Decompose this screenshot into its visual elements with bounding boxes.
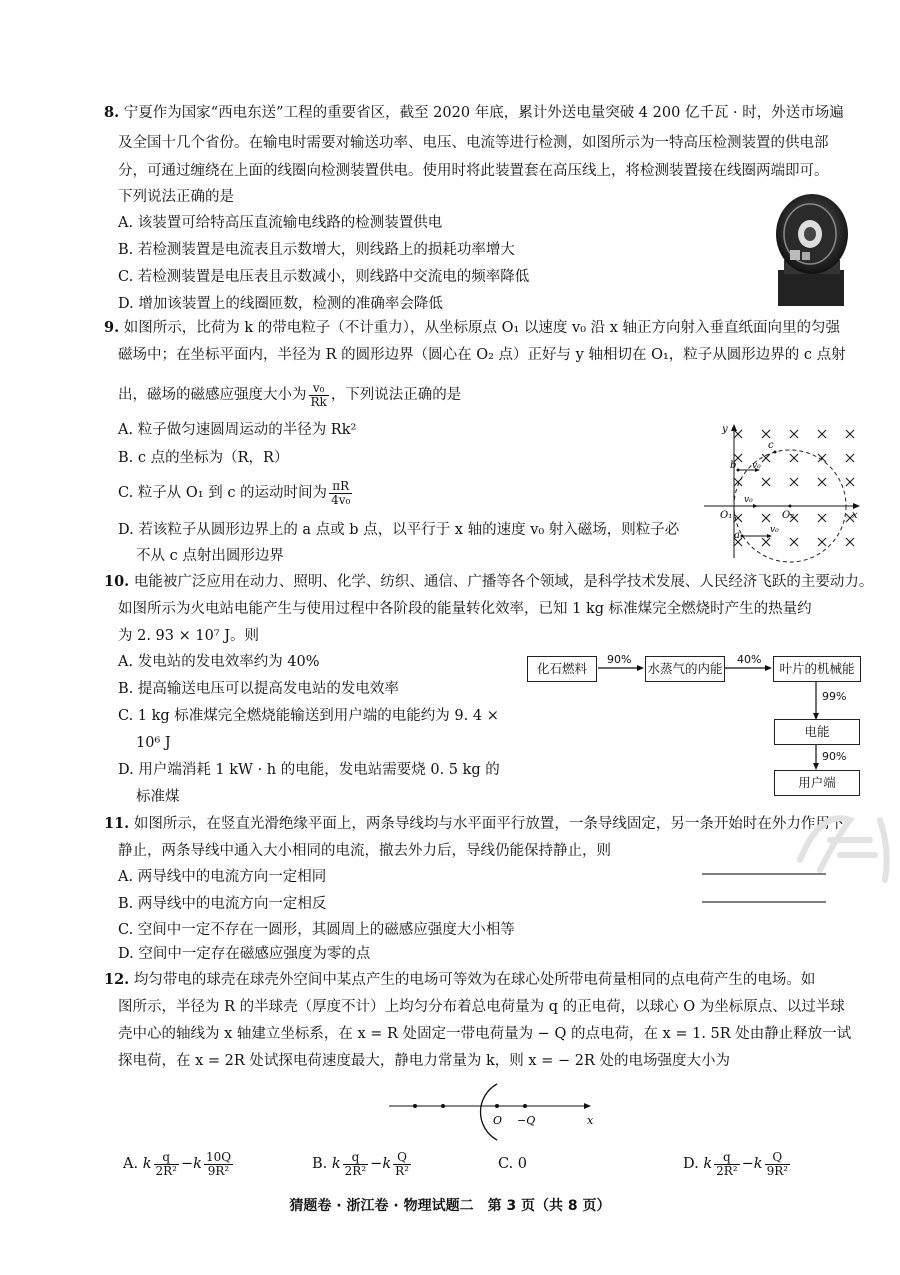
question-number: 10. — [104, 573, 130, 590]
option-d-cont: 标准煤 — [136, 789, 180, 805]
question-text: 及全国十几个省份。在输电时需要对输送功率、电压、电流等进行检测，如图所示为一特高压检测装置的供电部 — [118, 135, 829, 151]
origin-label: O — [493, 1114, 503, 1127]
flow-box-steam: 水蒸气的内能 — [645, 656, 725, 682]
point-a-label: a — [734, 530, 740, 541]
question-text: 如图所示，比荷为 k 的带电粒子（不计重力），从坐标原点 O₁ 以速度 v₀ 沿 x 轴正方向射入垂直纸面向里的匀强 — [123, 320, 841, 336]
option-c: C. 粒子从 O₁ 到 c 的运动时间为 $\frac{\pi R}{\text{4v₀}}$ — [118, 478, 351, 507]
question-text: 均匀带电的球壳在球壳外空间中某点产生的电场可等效为在球心处所带电荷量相同的点电荷产生的电场。如 — [133, 972, 816, 988]
option-b: B. 提高输送电压可以提高发电站的发电效率 — [118, 681, 399, 697]
efficiency-label: 40% — [737, 653, 762, 666]
point-c-label: c — [768, 440, 774, 451]
question-number: 9. — [104, 319, 120, 336]
option-c-cont: 10⁶ J — [136, 735, 171, 751]
option-a: A. 粒子做匀速圆周运动的半径为 Rk² — [118, 422, 357, 438]
option-d: D. 若该粒子从圆形边界上的 a 点或 b 点，以平行于 x 轴的速度 v₀ 射入磁场，则粒子必 — [118, 522, 680, 538]
watermark-logo — [780, 800, 898, 890]
hemisphere-figure — [385, 1082, 605, 1142]
o2-label: O₂ — [782, 510, 795, 521]
option-c: C. 空间中一定不存在一圆形，其圆周上的磁感应强度大小相等 — [118, 922, 515, 938]
option-b: B. 若检测装置是电流表且示数增大，则线路上的损耗功率增大 — [118, 242, 515, 258]
efficiency-label: 90% — [607, 653, 632, 666]
fraction: $\frac{\text{v₀}}{Rk}$ — [310, 380, 327, 409]
option-d: D. 空间中一定存在磁感应强度为零的点 — [118, 946, 371, 962]
option-d: D. 增加该装置上的线圈匝数，检测的准确率会降低 — [118, 296, 443, 312]
flow-box-electric: 电能 — [774, 719, 860, 745]
option-b: B. k $\frac{q}{\text{2R²}}$ −k $\frac{Q}{\text{R²}}$ — [312, 1149, 409, 1178]
question-text: 壳中心的轴线为 x 轴建立坐标系，在 x = R 处固定一带电荷量为 − Q 的点电荷，在 x = 1. 5R 处由静止释放一试 — [118, 1026, 852, 1042]
field-crosses — [734, 430, 854, 546]
flow-box-blade: 叶片的机械能 — [773, 656, 861, 682]
question-text: ，下列说法正确的是 — [330, 387, 462, 403]
option-c: C. 0 — [498, 1156, 528, 1172]
velocity-o1-label: v₀ — [744, 495, 753, 505]
coil-device-photo — [770, 190, 850, 308]
question-text: 如图所示为火电站电能产生与使用过程中各阶段的能量转化效率，已知 1 kg 标准煤完全燃烧时产生的热量约 — [118, 601, 812, 617]
x-axis-label: x — [852, 510, 858, 521]
question-text: 如图所示，在竖直光滑绝缘平面上，两条导线均与水平面平行放置，一条导线固定，另一条开始时在外力作用下 — [133, 816, 845, 832]
option-a: A. 两导线中的电流方向一定相同 — [118, 869, 327, 885]
x-axis-label: x — [587, 1114, 594, 1127]
point-b-label: b — [730, 460, 737, 471]
option-c: C. 1 kg 标准煤完全燃烧能输送到用户端的电能约为 9. 4 × — [118, 708, 499, 724]
question-text: 静止，两条导线中通入大小相同的电流，撤去外力后，导线仍能保持静止，则 — [118, 843, 611, 859]
question-text: 宁夏作为国家“西电东送”工程的重要省区，截至 2020 年底，累计外送电量突破 4 200 亿千瓦 · 时，外送市场遍 — [123, 105, 844, 121]
option-d: D. 用户端消耗 1 kW · h 的电能，发电站需要烧 0. 5 kg 的 — [118, 762, 500, 778]
fraction: $\frac{\pi R}{\text{4v₀}}$ — [331, 478, 351, 507]
question-text: 图所示，半径为 R 的半球壳（厚度不计）上均匀分布着总电荷量为 q 的正电荷，以球心 O 为坐标原点、以过半球 — [118, 999, 845, 1015]
y-axis-label: y — [722, 424, 728, 435]
flow-box-fossil-fuel: 化石燃料 — [527, 656, 597, 682]
o1-label: O₁ — [720, 510, 733, 521]
option-a: A. k $\frac{q}{\text{2R²}}$ −k $\frac{10Q}{\text{9R²}}$ — [123, 1149, 232, 1178]
question-text: 出，磁场的磁感应强度大小为 — [118, 387, 307, 403]
velocity-a-label: v₀ — [770, 525, 779, 535]
page-footer: 猜题卷 · 浙江卷 · 物理试题二 第 3 页（共 8 页） — [289, 1198, 611, 1214]
option-a: A. 该装置可给特高压直流输电线路的检测装置供电 — [118, 215, 443, 231]
velocity-b-label: v₀ — [752, 461, 761, 471]
efficiency-label: 90% — [822, 750, 847, 763]
charge-label: −Q — [517, 1114, 536, 1127]
option-d-cont: 不从 c 点射出圆形边界 — [136, 548, 284, 564]
option-a: A. 发电站的发电效率约为 40% — [118, 654, 320, 670]
question-text: 下列说法正确的是 — [118, 189, 234, 205]
question-number: 8. — [104, 104, 120, 121]
option-b: B. 两导线中的电流方向一定相反 — [118, 896, 327, 912]
flow-box-user: 用户端 — [774, 770, 860, 796]
question-text: 探电荷，在 x = 2R 处试探电荷速度最大，静电力常量为 k，则 x = − 2R 处的电场强度大小为 — [118, 1053, 730, 1069]
question-text: 分，可通过缠绕在上面的线圈向检测装置供电。使用时将此装置套在高压线上，将检测装置接在线圈两端即可。 — [118, 163, 829, 179]
question-number: 11. — [104, 815, 130, 832]
option-d: D. k $\frac{q}{\text{2R²}}$ −k $\frac{Q}{\text{9R²}}$ — [683, 1149, 789, 1178]
question-text: 电能被广泛应用在动力、照明、化学、纺织、通信、广播等各个领域，是科学技术发展、人民经济飞跃的主要动力。 — [133, 574, 874, 590]
question-text: 为 2. 93 × 10⁷ J。则 — [118, 628, 260, 644]
option-c: C. 若检测装置是电压表且示数减小，则线路中交流电的频率降低 — [118, 269, 530, 285]
magnetic-field-figure — [700, 418, 870, 563]
question-number: 12. — [104, 971, 130, 988]
efficiency-label: 99% — [822, 690, 847, 703]
question-text: 磁场中；在坐标平面内，半径为 R 的圆形边界（圆心在 O₂ 点）正好与 y 轴相切在 O₁，粒子从圆形边界的 c 点射 — [118, 347, 846, 363]
option-b: B. c 点的坐标为（R，R） — [118, 450, 289, 466]
